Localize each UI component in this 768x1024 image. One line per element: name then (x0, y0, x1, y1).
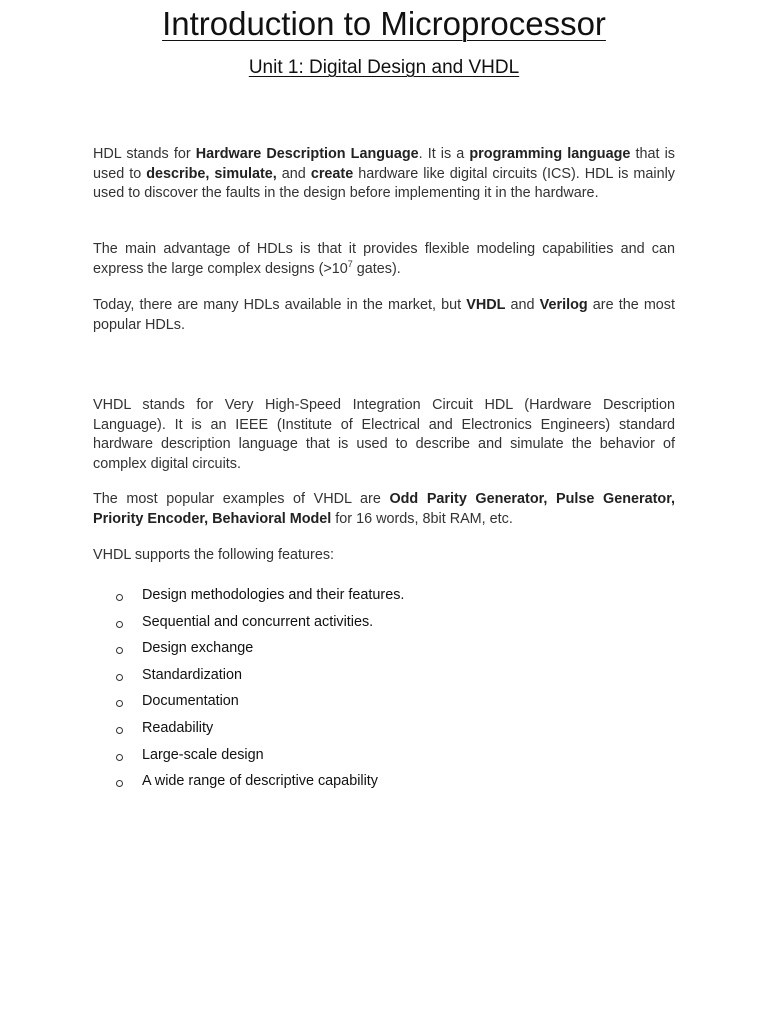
circle-bullet-icon (116, 727, 123, 734)
text-run: that is used to (93, 146, 675, 182)
page-title (0, 2, 768, 46)
text-run: gates). (352, 260, 401, 277)
text-run: for 16 words, 8bit RAM, etc. (331, 510, 513, 527)
page-subtitle-text: Unit 1: Digital Design and VHDL (248, 57, 520, 78)
paragraph-hdl-definition (93, 145, 675, 204)
list-item-text: Sequential and concurrent activities. (142, 613, 374, 630)
list-item-text: Readability (142, 719, 214, 736)
list-item-text: Design exchange (142, 640, 254, 657)
list-item (113, 744, 673, 771)
text-run: The main advantage of HDLs is that it provides flexible modeling capabilities and can express the large complex designs (>10 (93, 241, 675, 277)
bold-term: VHDL (466, 297, 506, 313)
list-item (113, 690, 673, 717)
text-run: The most popular examples of VHDL are (93, 491, 390, 507)
circle-bullet-icon (116, 674, 123, 681)
text-run: Today, there are many HDLs available in the market, but (93, 297, 467, 313)
list-item (113, 770, 673, 797)
bold-term: Hardware Description Language (195, 146, 419, 162)
bold-term: describe, simulate, (146, 165, 277, 182)
text-run: are the most popular HDLs. (93, 297, 676, 333)
page-title-text: Introduction to Microprocessor (162, 5, 606, 42)
list-item-text: Documentation (142, 693, 239, 710)
list-item-text: Design methodologies and their features. (142, 587, 405, 603)
paragraph-popular-hdls (93, 296, 675, 335)
bold-term: create (310, 165, 354, 182)
list-item-text: Large-scale design (142, 746, 264, 763)
text-run: hardware like digital circuits (ICS). HDL is mainly used to discover the faults in the design before implementing it in the hardware. (93, 165, 675, 202)
text-run: and (276, 165, 311, 182)
superscript: 7 (347, 258, 353, 269)
list-item (113, 611, 673, 638)
text-run: . It is a (418, 146, 470, 162)
paragraph-vhdl-examples (93, 490, 675, 529)
page-subtitle (0, 54, 768, 82)
bold-term: Verilog (539, 297, 588, 313)
list-item (113, 584, 673, 611)
circle-bullet-icon (116, 621, 123, 628)
circle-bullet-icon (116, 754, 123, 761)
bold-term: programming language (469, 146, 631, 162)
list-item-text: A wide range of descriptive capability (142, 773, 378, 790)
circle-bullet-icon (116, 594, 123, 601)
circle-bullet-icon (116, 780, 123, 787)
list-item (113, 664, 673, 691)
circle-bullet-icon (116, 647, 123, 654)
text-run: HDL stands for (93, 146, 196, 162)
circle-bullet-icon (116, 700, 123, 707)
paragraph-features-intro: VHDL supports the following features: (93, 547, 335, 563)
list-item (113, 637, 673, 664)
features-list (113, 584, 673, 797)
text-run: and (505, 297, 540, 313)
bold-term: Odd Parity Generator, Pulse Generator, Priority Encoder, Behavioral Model (93, 491, 675, 527)
paragraph-hdl-advantage (93, 240, 675, 279)
paragraph-vhdl-definition: VHDL stands for Very High-Speed Integration Circuit HDL (Hardware Description Language). It is an IEEE (Institute of Electrical and Electronics Engineers) standard hardware description language that is used to describe and simulate the behavior of complex digital circuits. (93, 397, 675, 472)
list-item (113, 717, 673, 744)
list-item-text: Standardization (142, 666, 243, 683)
